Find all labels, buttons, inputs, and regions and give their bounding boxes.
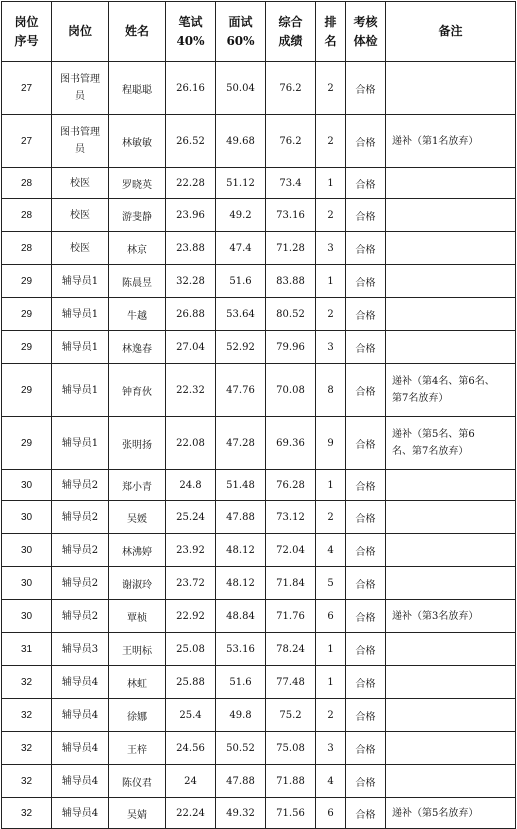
cell-position-line: 辅导员1	[61, 384, 99, 396]
cell-position-line: 辅导员2	[61, 610, 99, 622]
cell-check-result: 合格	[346, 331, 386, 364]
cell-note	[386, 699, 516, 732]
cell-interview-score: 47.88	[216, 501, 266, 534]
cell-position-no: 27	[2, 62, 52, 115]
cell-check-result: 合格	[346, 62, 386, 115]
cell-name: 陈晨昱	[109, 265, 166, 298]
cell-rank: 2	[316, 501, 346, 534]
cell-rank: 1	[316, 265, 346, 298]
cell-total-score: 73.4	[266, 168, 316, 199]
header-position	[52, 2, 109, 62]
cell-note	[386, 115, 516, 168]
cell-rank: 3	[316, 331, 346, 364]
cell-check-result: 合格	[346, 534, 386, 567]
cell-rank: 2	[316, 62, 346, 115]
cell-interview-score: 47.28	[216, 417, 266, 470]
cell-position	[52, 534, 109, 567]
table-row	[2, 699, 516, 732]
cell-total-score: 72.04	[266, 534, 316, 567]
cell-interview-score: 48.12	[216, 534, 266, 567]
cell-position-no: 30	[2, 534, 52, 567]
cell-position	[52, 470, 109, 501]
header-written	[166, 2, 216, 62]
table-row	[2, 168, 516, 199]
cell-check-result: 合格	[346, 364, 386, 417]
cell-position	[52, 331, 109, 364]
cell-rank: 2	[316, 115, 346, 168]
cell-name: 陈仪君	[109, 765, 166, 798]
cell-written-score: 25.24	[166, 501, 216, 534]
table-row	[2, 470, 516, 501]
cell-total-score: 71.88	[266, 765, 316, 798]
cell-interview-score: 48.12	[216, 567, 266, 600]
cell-rank: 3	[316, 232, 346, 265]
cell-position-line: 辅导员2	[61, 511, 99, 523]
cell-total-score: 79.96	[266, 331, 316, 364]
cell-position	[52, 666, 109, 699]
cell-position	[52, 600, 109, 633]
cell-total-score: 77.48	[266, 666, 316, 699]
cell-total-score: 75.2	[266, 699, 316, 732]
cell-name: 林敏敏	[109, 115, 166, 168]
table-row	[2, 666, 516, 699]
cell-written-score: 23.96	[166, 199, 216, 232]
header-check-line: 考核	[353, 14, 378, 29]
table-row	[2, 199, 516, 232]
cell-total-score: 69.36	[266, 417, 316, 470]
header-row	[2, 2, 516, 62]
cell-written-score: 23.72	[166, 567, 216, 600]
cell-check-result: 合格	[346, 265, 386, 298]
cell-check-result: 合格	[346, 115, 386, 168]
cell-interview-score: 52.92	[216, 331, 266, 364]
cell-name: 覃桢	[109, 600, 166, 633]
cell-position-line: 辅导员1	[61, 275, 99, 287]
cell-written-score: 22.28	[166, 168, 216, 199]
cell-written-score: 26.52	[166, 115, 216, 168]
cell-rank: 4	[316, 765, 346, 798]
cell-position	[52, 699, 109, 732]
cell-position-line: 图书管理	[60, 74, 100, 85]
cell-position-line: 校医	[70, 242, 90, 254]
cell-rank: 1	[316, 633, 346, 666]
cell-position	[52, 232, 109, 265]
cell-rank: 6	[316, 600, 346, 633]
cell-note	[386, 470, 516, 501]
cell-written-score: 22.32	[166, 364, 216, 417]
table-row	[2, 600, 516, 633]
cell-note	[386, 364, 516, 417]
cell-note-line: 递补（第1名放弃）	[392, 135, 479, 147]
cell-note	[386, 798, 516, 829]
header-interview-line: 60%	[226, 33, 255, 48]
header-written-line: 40%	[176, 33, 205, 48]
cell-written-score: 27.04	[166, 331, 216, 364]
cell-position-no: 30	[2, 600, 52, 633]
cell-written-score: 22.24	[166, 798, 216, 829]
cell-interview-score: 50.52	[216, 732, 266, 765]
header-name	[109, 2, 166, 62]
cell-total-score: 78.24	[266, 633, 316, 666]
header-check-line: 体检	[353, 33, 378, 48]
cell-position-line: 辅导员4	[61, 709, 99, 721]
cell-interview-score: 48.84	[216, 600, 266, 633]
cell-position-no: 30	[2, 567, 52, 600]
cell-position	[52, 765, 109, 798]
results-table	[1, 1, 516, 829]
header-written-line: 笔试	[178, 14, 203, 29]
cell-position-line: 员	[75, 91, 85, 102]
cell-written-score: 25.4	[166, 699, 216, 732]
cell-check-result: 合格	[346, 765, 386, 798]
table-row	[2, 232, 516, 265]
cell-name: 林京	[109, 232, 166, 265]
cell-interview-score: 49.68	[216, 115, 266, 168]
cell-position-no: 31	[2, 633, 52, 666]
cell-position-line: 校医	[70, 209, 90, 221]
cell-note-line: 名、第7名放弃）	[392, 446, 469, 457]
cell-rank: 1	[316, 470, 346, 501]
cell-position	[52, 798, 109, 829]
cell-position	[52, 417, 109, 470]
cell-name: 林沸婷	[109, 534, 166, 567]
cell-name: 罗晓英	[109, 168, 166, 199]
cell-rank: 1	[316, 168, 346, 199]
cell-position-line: 辅导员3	[61, 643, 99, 655]
cell-note	[386, 534, 516, 567]
cell-position-no: 28	[2, 232, 52, 265]
cell-name: 王梓	[109, 732, 166, 765]
cell-rank: 2	[316, 699, 346, 732]
cell-rank: 2	[316, 298, 346, 331]
table-body	[2, 62, 516, 829]
table-row	[2, 364, 516, 417]
cell-position	[52, 633, 109, 666]
cell-position	[52, 501, 109, 534]
cell-note	[386, 417, 516, 470]
cell-interview-score: 51.6	[216, 666, 266, 699]
cell-note	[386, 62, 516, 115]
cell-total-score: 73.16	[266, 199, 316, 232]
cell-position-no: 29	[2, 265, 52, 298]
cell-note-line: 递补（第3名放弃）	[392, 610, 479, 622]
cell-check-result: 合格	[346, 633, 386, 666]
cell-position-no: 27	[2, 115, 52, 168]
cell-interview-score: 53.64	[216, 298, 266, 331]
cell-written-score: 32.28	[166, 265, 216, 298]
cell-position-no: 30	[2, 501, 52, 534]
cell-note	[386, 168, 516, 199]
cell-position-line: 辅导员4	[61, 676, 99, 688]
cell-rank: 2	[316, 199, 346, 232]
cell-total-score: 75.08	[266, 732, 316, 765]
cell-position	[52, 364, 109, 417]
cell-total-score: 71.28	[266, 232, 316, 265]
cell-position-no: 32	[2, 699, 52, 732]
cell-written-score: 25.08	[166, 633, 216, 666]
cell-note	[386, 199, 516, 232]
cell-interview-score: 47.76	[216, 364, 266, 417]
cell-check-result: 合格	[346, 470, 386, 501]
cell-name: 游斐静	[109, 199, 166, 232]
cell-note	[386, 765, 516, 798]
cell-position	[52, 567, 109, 600]
cell-total-score: 76.2	[266, 115, 316, 168]
cell-name: 谢淑玲	[109, 567, 166, 600]
cell-rank: 3	[316, 732, 346, 765]
cell-name: 张明扬	[109, 417, 166, 470]
cell-written-score: 23.92	[166, 534, 216, 567]
cell-note	[386, 633, 516, 666]
cell-position-no: 29	[2, 364, 52, 417]
cell-position-line: 员	[75, 144, 85, 155]
cell-interview-score: 49.2	[216, 199, 266, 232]
cell-position-no: 29	[2, 331, 52, 364]
cell-rank: 1	[316, 666, 346, 699]
cell-note	[386, 600, 516, 633]
cell-position-no: 28	[2, 168, 52, 199]
cell-check-result: 合格	[346, 168, 386, 199]
cell-rank: 4	[316, 534, 346, 567]
header-note	[386, 2, 516, 62]
header-check	[346, 2, 386, 62]
cell-position-line: 辅导员4	[61, 807, 99, 819]
cell-check-result: 合格	[346, 699, 386, 732]
header-position-no-line: 岗位	[14, 14, 39, 29]
cell-name: 牛越	[109, 298, 166, 331]
cell-interview-score: 50.04	[216, 62, 266, 115]
cell-written-score: 24.8	[166, 470, 216, 501]
header-interview	[216, 2, 266, 62]
cell-position-line: 辅导员1	[61, 341, 99, 353]
cell-name: 郑小青	[109, 470, 166, 501]
header-position-no	[2, 2, 52, 62]
cell-interview-score: 47.4	[216, 232, 266, 265]
cell-position	[52, 732, 109, 765]
cell-note	[386, 501, 516, 534]
table-row	[2, 115, 516, 168]
table-row	[2, 567, 516, 600]
cell-note-line: 递补（第4名、第6名、	[392, 376, 495, 387]
cell-position	[52, 168, 109, 199]
cell-position-no: 32	[2, 666, 52, 699]
cell-check-result: 合格	[346, 666, 386, 699]
cell-written-score: 26.88	[166, 298, 216, 331]
cell-position-no: 32	[2, 732, 52, 765]
header-name-line: 姓名	[124, 24, 149, 38]
cell-interview-score: 49.8	[216, 699, 266, 732]
cell-interview-score: 51.48	[216, 470, 266, 501]
cell-total-score: 71.76	[266, 600, 316, 633]
cell-position	[52, 265, 109, 298]
cell-written-score: 22.92	[166, 600, 216, 633]
cell-written-score: 24	[166, 765, 216, 798]
cell-written-score: 26.16	[166, 62, 216, 115]
cell-interview-score: 51.6	[216, 265, 266, 298]
cell-name: 林逸春	[109, 331, 166, 364]
cell-position-no: 29	[2, 417, 52, 470]
table-row	[2, 732, 516, 765]
cell-note-line: 递补（第5名放弃）	[392, 807, 479, 819]
cell-note	[386, 298, 516, 331]
cell-note	[386, 666, 516, 699]
cell-name: 程聪聪	[109, 62, 166, 115]
header-total	[266, 2, 316, 62]
cell-total-score: 71.84	[266, 567, 316, 600]
cell-total-score: 73.12	[266, 501, 316, 534]
cell-name: 吴婧	[109, 798, 166, 829]
header-total-line: 综合	[278, 14, 303, 29]
cell-position-no: 32	[2, 765, 52, 798]
cell-position-line: 辅导员1	[61, 308, 99, 320]
cell-written-score: 24.56	[166, 732, 216, 765]
table-row	[2, 265, 516, 298]
cell-note-line: 递补（第5名、第6	[392, 429, 475, 440]
header-rank	[316, 2, 346, 62]
cell-position-line: 辅导员2	[61, 577, 99, 589]
header-interview-line: 面试	[228, 14, 253, 29]
cell-position-no: 30	[2, 470, 52, 501]
header-rank-line: 排	[324, 14, 337, 29]
table-row	[2, 765, 516, 798]
cell-note	[386, 232, 516, 265]
cell-position-line: 辅导员1	[61, 437, 99, 449]
table-row	[2, 331, 516, 364]
cell-position-no: 29	[2, 298, 52, 331]
cell-written-score: 23.88	[166, 232, 216, 265]
cell-check-result: 合格	[346, 600, 386, 633]
cell-position	[52, 115, 109, 168]
cell-written-score: 22.08	[166, 417, 216, 470]
cell-interview-score: 53.16	[216, 633, 266, 666]
table-row	[2, 62, 516, 115]
cell-position	[52, 298, 109, 331]
header-position-line: 岗位	[67, 24, 92, 38]
cell-check-result: 合格	[346, 199, 386, 232]
cell-note	[386, 567, 516, 600]
header-rank-line: 名	[324, 33, 337, 48]
cell-note	[386, 265, 516, 298]
table-row	[2, 633, 516, 666]
cell-check-result: 合格	[346, 798, 386, 829]
cell-rank: 8	[316, 364, 346, 417]
cell-check-result: 合格	[346, 732, 386, 765]
cell-name: 吴媛	[109, 501, 166, 534]
cell-position-line: 辅导员4	[61, 742, 99, 754]
cell-rank: 6	[316, 798, 346, 829]
cell-note	[386, 331, 516, 364]
cell-total-score: 83.88	[266, 265, 316, 298]
cell-rank: 9	[316, 417, 346, 470]
cell-check-result: 合格	[346, 298, 386, 331]
cell-interview-score: 49.32	[216, 798, 266, 829]
cell-name: 王明标	[109, 633, 166, 666]
cell-position	[52, 62, 109, 115]
cell-name: 林虹	[109, 666, 166, 699]
cell-rank: 5	[316, 567, 346, 600]
cell-note	[386, 732, 516, 765]
table-row	[2, 534, 516, 567]
header-total-line: 成绩	[278, 33, 303, 48]
cell-check-result: 合格	[346, 232, 386, 265]
cell-check-result: 合格	[346, 567, 386, 600]
table-row	[2, 417, 516, 470]
cell-position-line: 辅导员4	[61, 775, 99, 787]
cell-total-score: 80.52	[266, 298, 316, 331]
cell-position-no: 32	[2, 798, 52, 829]
table-row	[2, 798, 516, 829]
cell-note-line: 第7名放弃）	[392, 393, 449, 404]
header-position-no-line: 序号	[14, 33, 39, 48]
cell-interview-score: 51.12	[216, 168, 266, 199]
cell-total-score: 76.28	[266, 470, 316, 501]
table-row	[2, 501, 516, 534]
cell-position-line: 校医	[70, 177, 90, 189]
cell-check-result: 合格	[346, 501, 386, 534]
cell-name: 钟育伙	[109, 364, 166, 417]
cell-position	[52, 199, 109, 232]
table-row	[2, 298, 516, 331]
cell-position-no: 28	[2, 199, 52, 232]
cell-total-score: 76.2	[266, 62, 316, 115]
cell-position-line: 辅导员2	[61, 544, 99, 556]
cell-check-result: 合格	[346, 417, 386, 470]
header-note-line: 备注	[438, 24, 463, 38]
cell-total-score: 71.56	[266, 798, 316, 829]
cell-written-score: 25.88	[166, 666, 216, 699]
cell-name: 徐娜	[109, 699, 166, 732]
cell-position-line: 图书管理	[60, 127, 100, 138]
cell-interview-score: 47.88	[216, 765, 266, 798]
cell-total-score: 70.08	[266, 364, 316, 417]
cell-position-line: 辅导员2	[61, 479, 99, 491]
